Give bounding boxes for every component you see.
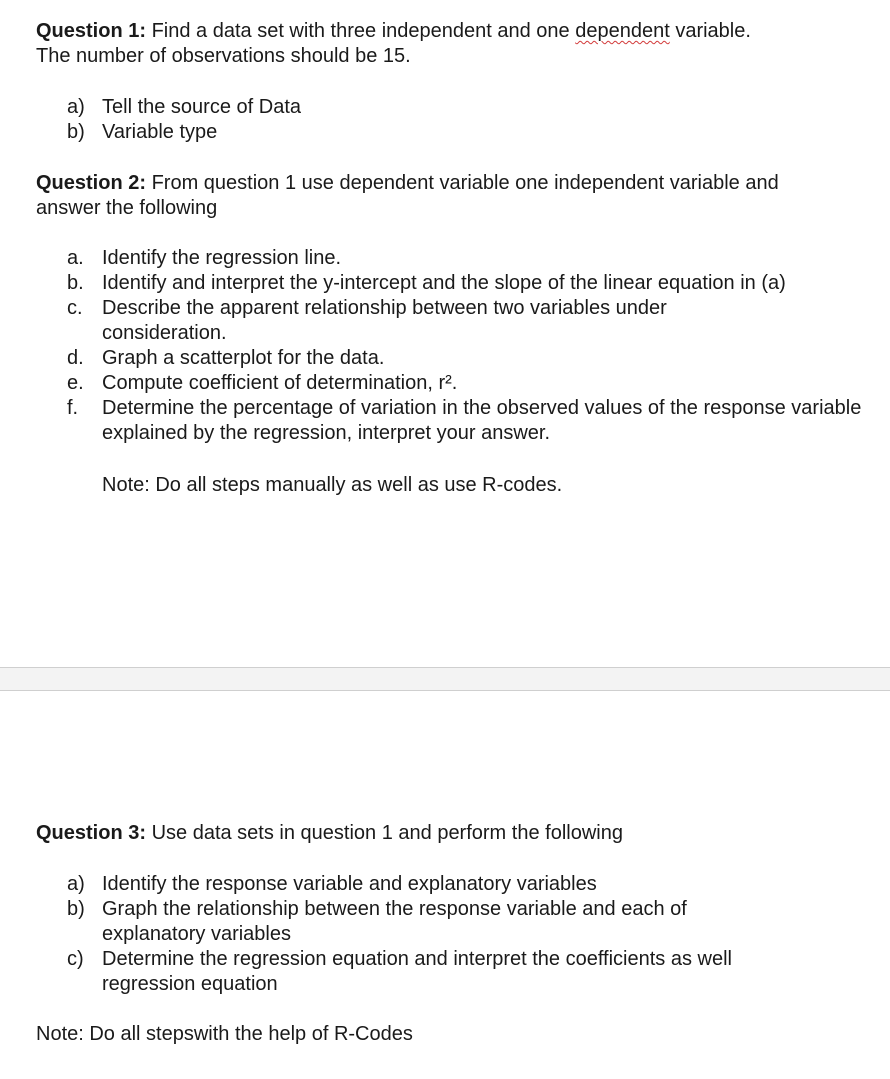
list-marker: a) — [67, 96, 85, 118]
question-3-label: Question 3: — [36, 822, 147, 844]
list-item-text: Determine the percentage of variation in the observed values of the response variable explained by the regression, interpret your answer. — [102, 397, 862, 444]
list-item — [67, 246, 867, 271]
list-marker: b. — [67, 272, 84, 294]
question-2-text: From question 1 use dependent variable one independent variable and — [146, 172, 779, 194]
list-item-text: Describe the apparent relationship between two variables under consideration. — [102, 297, 667, 344]
list-item — [67, 371, 867, 396]
list-item-text: Tell the source of Data — [102, 96, 301, 118]
question-1-list — [67, 95, 867, 145]
question-3-text: Use data sets in question 1 and perform the following — [146, 822, 623, 844]
question-1-line-1 — [36, 19, 866, 44]
list-marker: e. — [67, 372, 84, 394]
question-2-label: Question 2: — [36, 172, 147, 194]
list-item-text: Identify and interpret the y-intercept and the slope of the linear equation in (a) — [102, 272, 786, 294]
question-2-line-2: answer the following — [36, 197, 218, 219]
spellcheck-flagged-word[interactable]: dependent — [575, 20, 670, 42]
list-item — [67, 346, 867, 371]
page-break-divider — [0, 667, 890, 691]
question-3-note: Note: Do all stepswith the help of R-Codes — [36, 1023, 413, 1045]
list-marker: c. — [67, 297, 83, 319]
question-3-line-1 — [36, 821, 866, 846]
list-item-text: Variable type — [102, 121, 218, 143]
list-item — [67, 872, 867, 897]
list-item — [67, 396, 867, 446]
question-2-list — [67, 246, 867, 446]
list-item-text: Identify the regression line. — [102, 247, 342, 269]
question-2 — [36, 171, 866, 221]
list-marker: f. — [67, 397, 79, 419]
question-3 — [36, 821, 866, 846]
list-marker: a) — [67, 873, 85, 895]
question-1-text-after: variable. — [669, 20, 751, 42]
list-marker: a. — [67, 247, 84, 269]
question-3-list — [67, 872, 867, 997]
list-item — [67, 120, 867, 145]
list-item — [67, 271, 867, 296]
list-marker: b) — [67, 121, 85, 143]
question-1-label: Question 1: — [36, 20, 147, 42]
list-item-text: Graph a scatterplot for the data. — [102, 347, 385, 369]
list-item — [67, 947, 867, 997]
question-1 — [36, 19, 866, 69]
question-2-line-1 — [36, 171, 866, 196]
list-item — [67, 296, 867, 346]
list-marker: d. — [67, 347, 84, 369]
question-1-line-2: The number of observations should be 15. — [36, 45, 411, 67]
list-item-text: Identify the response variable and explanatory variables — [102, 873, 597, 895]
list-item-text: Determine the regression equation and interpret the coefficients as well regression equation — [102, 948, 732, 995]
list-item-text: Compute coefficient of determination, r². — [102, 372, 458, 394]
list-item — [67, 95, 867, 120]
list-marker: c) — [67, 948, 84, 970]
list-item-text: Graph the relationship between the response variable and each of explanatory variables — [102, 898, 687, 945]
question-2-note: Note: Do all steps manually as well as use R-codes. — [102, 474, 563, 496]
question-1-text-before: Find a data set with three independent and one — [146, 20, 576, 42]
list-item — [67, 897, 867, 947]
list-marker: b) — [67, 898, 85, 920]
